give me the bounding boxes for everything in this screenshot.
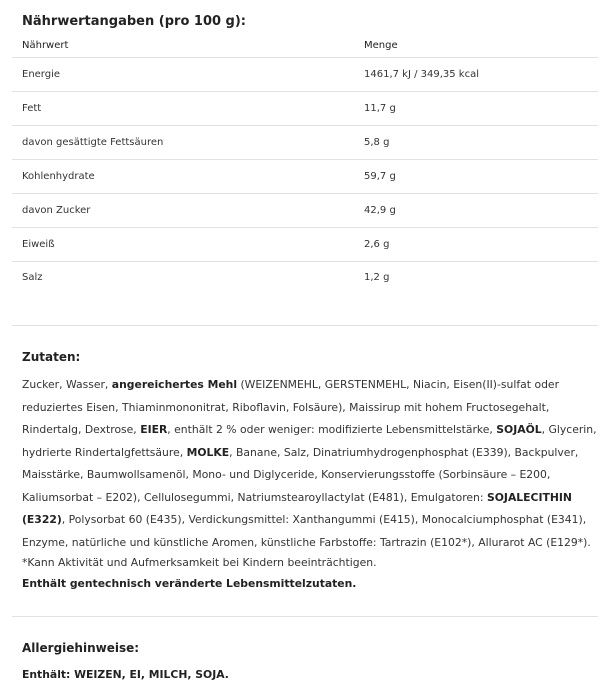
amount-column-header: Menge [364, 34, 598, 58]
ingredient-highlight: angereichertes Mehl [111, 378, 238, 391]
table-row [12, 194, 598, 228]
table-row [12, 92, 598, 126]
nutrient-column-header: Nährwert [12, 34, 364, 58]
ingredients-title: Zutaten: [22, 350, 81, 364]
nutrient-name: davon Zucker [12, 194, 364, 228]
section-divider [12, 325, 598, 326]
table-row [12, 228, 598, 262]
table-row [12, 262, 598, 294]
ingredients-list [22, 374, 598, 554]
nutrient-amount: 1,2 g [364, 272, 390, 283]
ingredient-text: , Banane, Salz, Dinatriumhydrogenphosphat (E339), Backpulver, Maisstärke, Baumwollsamenöl, Mono- und Diglyceride, Konservierungsstoffe (Sorbinsäure – E200, Kaliumsorbat – E202), Cellulosegummi, Natriumstearoyllactylat (E481), Emulgatoren: [22, 445, 579, 504]
ingredient-highlight: EIER [140, 423, 168, 436]
table-row [12, 58, 598, 92]
nutrient-name: Salz [22, 272, 43, 283]
nutrient-amount: 59,7 g [364, 160, 598, 194]
ingredient-text: , enthält 2 % oder weniger: modifizierte Lebensmittelstärke, [167, 423, 497, 436]
ingredient-text: (WEIZENMEHL, GERSTENMEHL, Niacin, Eisen(II)-sulfat oder reduziertes Eisen, Thiaminmononitrat, Riboflavin, Folsäure), Maissirup mit hohem Fructosegehalt, Rindertalg, Dextrose, [22, 378, 560, 436]
section-divider [12, 616, 598, 617]
nutrient-name: Energie [12, 58, 364, 92]
nutrient-name: Kohlenhydrate [12, 160, 364, 194]
allergens-text: Enthält: WEIZEN, EI, MILCH, SOJA. [22, 668, 229, 681]
nutrition-table [12, 34, 598, 293]
ingredient-highlight: SOJAÖL [496, 423, 542, 436]
ingredient-text: Zucker, Wasser, [22, 378, 112, 391]
nutrition-title: Nährwertangaben (pro 100 g): [22, 14, 247, 29]
nutrient-amount: 5,8 g [364, 126, 598, 160]
ingredient-highlight: SOJALECITHIN (E322) [22, 490, 572, 526]
gmo-notice: Enthält gentechnisch veränderte Lebensmittelzutaten. [22, 577, 357, 590]
nutrient-amount: 11,7 g [364, 92, 598, 126]
nutrient-amount: 42,9 g [364, 194, 598, 228]
ingredient-text: , Glycerin, hydrierte Rindertalgfettsäure, [22, 423, 597, 459]
nutrient-name: Eiweiß [12, 228, 364, 262]
nutrient-name: davon gesättigte Fettsäuren [12, 126, 364, 160]
nutrient-amount: 2,6 g [364, 228, 598, 262]
nutrition-header-row [12, 34, 598, 58]
ingredient-text: , Polysorbat 60 (E435), Verdickungsmittel: Xanthangummi (E415), Monocalciumphosphat (E341), Enzyme, natürliche und künstliche Aromen, künstliche Farbstoffe: Tartrazin (E102*), Allurarot AC (E129*). [22, 513, 591, 549]
table-row [12, 126, 598, 160]
allergens-title: Allergiehinweise: [22, 641, 140, 655]
nutrient-amount: 1461,7 kJ / 349,35 kcal [364, 58, 598, 92]
ingredient-highlight: MOLKE [186, 445, 230, 459]
additive-footnote: *Kann Aktivität und Aufmerksamkeit bei Kindern beeinträchtigen. [22, 556, 377, 569]
nutrient-name: Fett [12, 92, 364, 126]
table-row [12, 160, 598, 194]
